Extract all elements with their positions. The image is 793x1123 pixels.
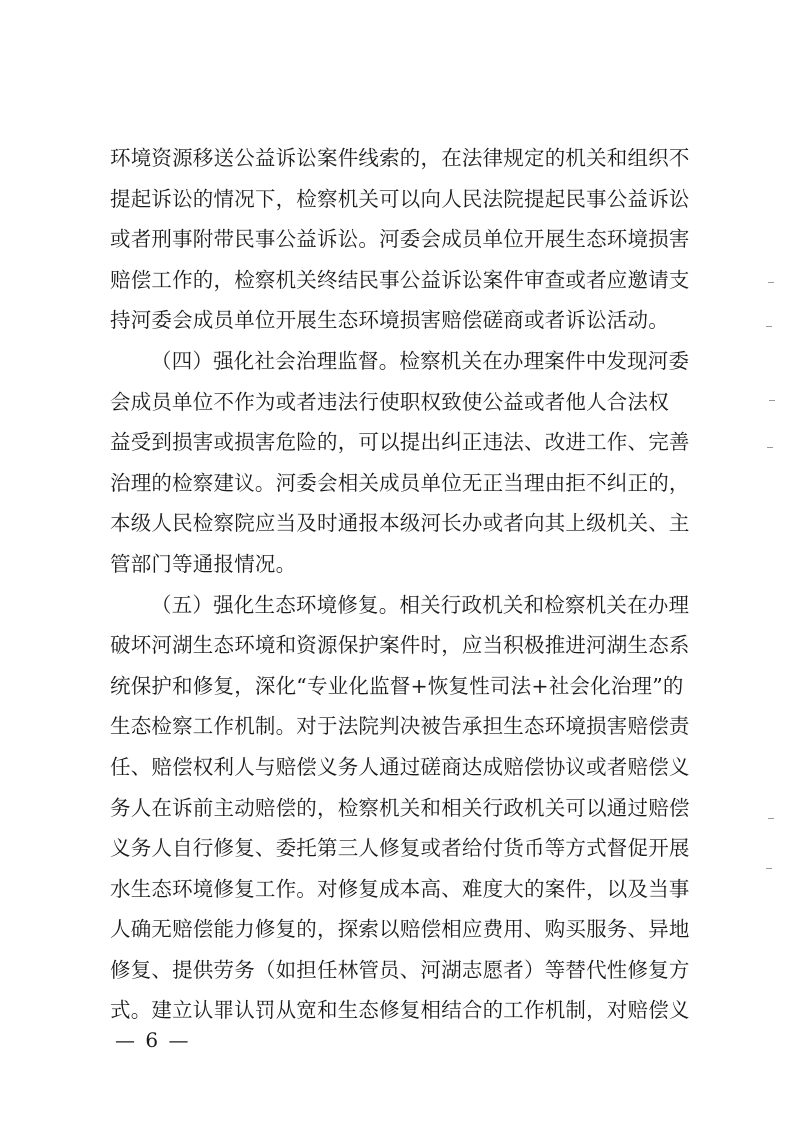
text-line: 提起诉讼的情况下，检察机关可以向人民法院提起民事公益诉讼 (110, 186, 690, 211)
text-line: 水生态环境修复工作。对修复成本高、难度大的案件，以及当事 (110, 876, 690, 901)
scan-mark (768, 818, 774, 819)
scan-mark (766, 326, 772, 327)
scan-mark (767, 447, 773, 448)
text-line: 修复、提供劳务（如担任林管员、河湖志愿者）等替代性修复方 (110, 957, 690, 982)
text-line: 会成员单位不作为或者违法行使职权致使公益或者他人合法权 (110, 389, 669, 414)
scan-mark (769, 400, 775, 401)
text-line: 环境资源移送公益诉讼案件线索的，在法律规定的机关和组织不 (110, 146, 690, 170)
text-line: 本级人民检察院应当及时通报本级河长办或者向其上级机关、主 (110, 511, 690, 536)
text-line: 持河委会成员单位开展生态环境损害赔偿磋商或者诉讼活动。 (110, 308, 669, 333)
text-line: 生态检察工作机制。对于法院判决被告承担生态环境损害赔偿责 (110, 714, 690, 739)
text-line: 人确无赔偿能力修复的，探索以赔偿相应费用、购买服务、异地 (110, 917, 690, 942)
text-line: 管部门等通报情况。 (110, 551, 297, 576)
text-line: （四）强化社会治理监督。检察机关在办理案件中发现河委 (151, 348, 690, 373)
text-line: 统保护和修复，深化“专业化监督+恢复性司法+社会化治理”的 (110, 673, 684, 698)
text-line: 式。建立认罪认罚从宽和生态修复相结合的工作机制，对赔偿义 (110, 998, 690, 1023)
text-line: 任、赔偿权利人与赔偿义务人通过磋商达成赔偿协议或者赔偿义 (110, 754, 690, 779)
paragraph-continuation (110, 138, 690, 341)
text-line: 或者刑事附带民事公益诉讼。河委会成员单位开展生态环境损害 (110, 227, 690, 252)
scan-mark (766, 868, 772, 869)
paragraph-section-4 (110, 341, 690, 585)
scan-mark (768, 282, 774, 283)
text-line: 破坏河湖生态环境和资源保护案件时，应当积极推进河湖生态系 (110, 633, 690, 658)
page-number: — 6 — (115, 1028, 191, 1052)
text-line: 务人在诉前主动赔偿的，检察机关和相关行政机关可以通过赔偿 (110, 795, 690, 820)
text-line: 治理的检察建议。河委会相关成员单位无正当理由拒不纠正的， (110, 470, 690, 495)
paragraph-section-5 (110, 585, 690, 1032)
text-line: 益受到损害或损害危险的，可以提出纠正违法、改进工作、完善 (110, 430, 690, 455)
text-line: （五）强化生态环境修复。相关行政机关和检察机关在办理 (151, 592, 690, 617)
text-line: 义务人自行修复、委托第三人修复或者给付货币等方式督促开展 (110, 836, 690, 861)
body-text (110, 138, 690, 1031)
text-line: 赔偿工作的，检察机关终结民事公益诉讼案件审查或者应邀请支 (110, 267, 690, 292)
